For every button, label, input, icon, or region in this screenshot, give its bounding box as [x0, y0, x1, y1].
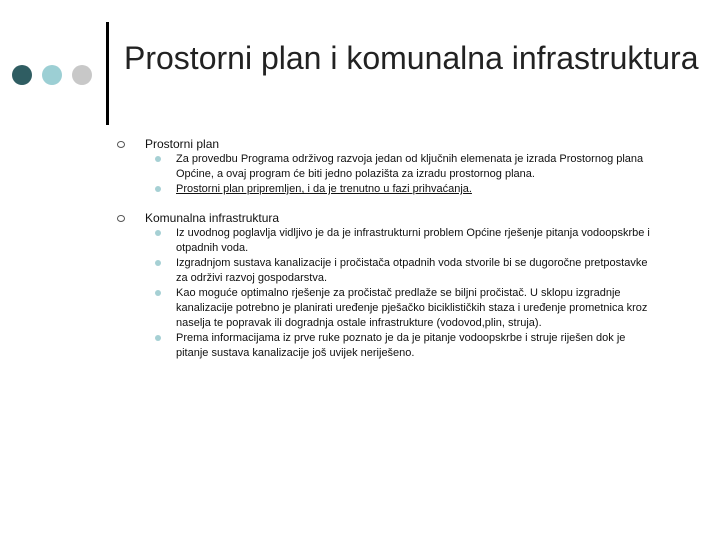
decorative-dots	[12, 65, 94, 85]
section-heading: Komunalna infrastruktura	[145, 211, 280, 225]
bullet-list	[0, 152, 720, 197]
section-prostorni-plan	[0, 137, 720, 197]
bullet-dot-icon	[155, 290, 161, 296]
list-item	[176, 226, 656, 256]
list-item	[176, 331, 656, 361]
hollow-bullet-icon	[117, 215, 125, 222]
section-heading: Prostorni plan	[145, 137, 220, 151]
section-komunalna-infrastruktura	[0, 211, 720, 361]
list-item-text: Prostorni plan pripremljen, i da je trenutno u fazi prihvaćanja.	[176, 183, 472, 195]
slide-content	[0, 137, 720, 375]
bullet-dot-icon	[155, 156, 161, 162]
hollow-bullet-icon	[117, 141, 125, 148]
bullet-list	[0, 226, 720, 361]
list-item-text: Iz uvodnog poglavlja vidljivo je da je infrastrukturni problem Općine rješenje pitanja vodoopskrbe i otpadnih voda.	[176, 227, 650, 254]
list-item	[176, 286, 656, 331]
bullet-dot-icon	[155, 230, 161, 236]
bullet-dot-icon	[155, 260, 161, 266]
list-item	[176, 256, 656, 286]
dark-teal-dot	[12, 65, 32, 85]
bullet-dot-icon	[155, 186, 161, 192]
list-item-text: Prema informacijama iz prve ruke poznato je da je pitanje vodoopskrbe i struje riješen dok je pitanje sustava kanalizacije još uvijek neriješeno.	[176, 332, 626, 359]
bullet-dot-icon	[155, 335, 161, 341]
list-item	[176, 182, 656, 197]
slide-title: Prostorni plan i komunalna infrastruktura	[124, 40, 699, 76]
light-teal-dot	[42, 65, 62, 85]
list-item-text: Izgradnjom sustava kanalizacije i pročistača otpadnih voda stvorile bi se dugoročne pretpostavke za održivi razvoj gospodarstva.	[176, 257, 648, 284]
gray-dot	[72, 65, 92, 85]
list-item-text: Za provedbu Programa održivog razvoja jedan od ključnih elemenata je izrada Prostornog plana Općine, a ovaj program će biti jedno polazišta za izradu prostornog plana.	[176, 153, 644, 180]
list-item	[176, 152, 656, 182]
title-divider	[106, 22, 109, 125]
list-item-text: Kao moguće optimalno rješenje za pročistač predlaže se biljni pročistač. U sklopu izgradnje kanalizacije potrebno je planirati uređenje pješačko biciklističkih staza i uređenje prometnica kroz naselja te popravak ili dogradnja ostale infrastrukture (vodovod,plin, struja).	[176, 287, 648, 329]
